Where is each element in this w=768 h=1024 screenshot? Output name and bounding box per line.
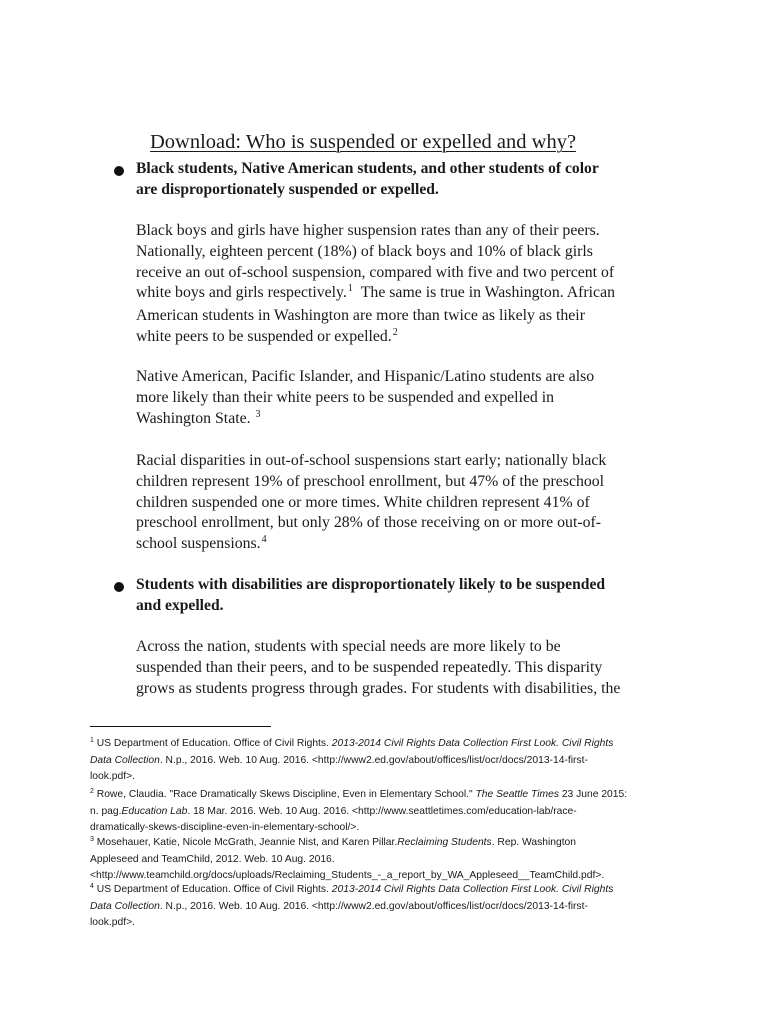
text-line: suspended than their peers, and to be suspended repeatedly. This disparity [136,658,603,676]
heading-line: Students with disabilities are disproportionately likely to be suspended [136,576,606,593]
text-line: Nationally, eighteen percent (18%) of black boys and 10% of black girls [136,242,593,260]
text-line: American students in Washington are more than twice as likely as their [136,307,585,325]
text-segment: 2013-2014 Civil Rights Data Collection First Look. Civil Rights [331,884,614,895]
paragraph [136,221,676,350]
footnote-line[interactable]: look.pdf>. [90,770,135,782]
footnote-4 [90,882,690,930]
text-line: Black boys and girls have higher suspension rates than any of their peers. [136,222,600,239]
footnote-number: 1 [90,737,94,744]
text-segment: white peers to be suspended or expelled. [136,327,392,345]
text-line: receive an out of-school suspension, compared with five and two percent of [136,263,615,281]
heading-line: Black students, Native American students, and other students of color [136,160,599,177]
footnote-line [90,753,690,769]
text-segment: n. pag. [90,805,122,817]
footnote-ref-4[interactable]: 4 [261,534,267,546]
text-segment: Rowe, Claudia. "Race Dramatically Skews Discipline, Even in Elementary School." [93,789,476,800]
section-heading [136,158,676,200]
text-segment: school suspensions. [136,535,261,553]
text-segment: white boys and girls respectively. [136,284,347,302]
footnote-2 [90,787,690,835]
text-segment: US Department of Education. Office of Civil Rights. [93,738,332,749]
page-title: Download: Who is suspended or expelled and why? [150,131,577,153]
text-line [136,534,676,557]
footnote-line[interactable]: dramatically-skews-discipline-even-in-elementary-school/>. [90,821,360,833]
footnote-ref-3[interactable]: 3 [255,408,261,420]
footnote-line [90,736,690,753]
footnote-line[interactable]: look.pdf>. [90,916,135,928]
text-line: children represent 19% of preschool enrollment, but 47% of the preschool [136,472,605,490]
footnote-line [90,882,690,899]
footnote-ref-1[interactable]: 1 [347,283,353,295]
text-segment: Mosehauer, Katie, Nicole McGrath, Jeannie Nist, and Karen Pillar. [93,837,398,848]
text-line: more likely than their white peers to be suspended and expelled in [136,388,555,406]
footnote-link[interactable]: . N.p., 2016. Web. 10 Aug. 2016. <http://www2.ed.gov/about/offices/list/ocr/docs/2013-14-first- [159,900,588,912]
footnote-line [90,899,690,915]
text-segment: Data Collection [90,754,160,766]
paragraph [136,367,676,431]
text-line [136,409,676,432]
footnote-number: 3 [90,836,94,843]
footnote-line [90,804,690,820]
footnote-1 [90,736,690,784]
footnote-line [90,835,690,852]
text-line: Native American, Pacific Islander, and Hispanic/Latino students are also [136,368,595,385]
footnote-number: 2 [90,788,94,795]
text-line: grows as students progress through grades. For students with disabilities, the [136,679,621,697]
text-segment: Data Collection [90,900,160,912]
text-segment: Education Lab [121,805,188,817]
text-segment: The same is true in Washington. African [360,284,615,302]
text-segment: US Department of Education. Office of Civil Rights. [93,884,332,895]
text-line [136,283,676,306]
footnote-line [90,787,690,804]
heading-line: are disproportionately suspended or expelled. [136,181,439,198]
bullet-icon [114,582,124,592]
footnote-link[interactable]: . N.p., 2016. Web. 10 Aug. 2016. <http://www2.ed.gov/about/offices/list/ocr/docs/2013-14-first- [159,754,588,766]
footnote-link[interactable]: . 18 Mar. 2016. Web. 10 Aug. 2016. <http://www.seattletimes.com/education-lab/race- [187,805,577,817]
bullet-icon [114,166,124,176]
text-segment: . Rep. Washington [491,837,577,848]
footnote-separator [90,726,271,727]
text-segment: The Seattle Times [475,789,559,800]
text-line: Racial disparities in out-of-school suspensions start early; nationally black [136,452,607,469]
text-segment: Washington State. [136,409,255,427]
footnote-line[interactable]: <http://www.teamchild.org/docs/uploads/Reclaiming_Students_-_a_report_by_WA_Appleseed__TeamChild.pdf>. [90,869,605,881]
footnote-line: Appleseed and TeamChild, 2012. Web. 10 Aug. 2016. [90,853,335,865]
text-segment: 2013-2014 Civil Rights Data Collection First Look. Civil Rights [331,738,614,749]
footnote-3 [90,835,690,883]
text-line: preschool enrollment, but only 28% of those receiving on or more out-of- [136,514,602,532]
text-line: Across the nation, students with special needs are more likely to be [136,638,561,655]
text-line [136,327,676,350]
paragraph [136,451,676,557]
footnote-number: 4 [90,883,94,890]
text-segment: Reclaiming Students [397,837,492,848]
text-segment: 23 June 2015: [558,789,628,800]
section-heading [136,574,676,616]
text-line: children suspended one or more times. White children represent 41% of [136,493,590,511]
paragraph [136,637,676,699]
heading-line: and expelled. [136,597,224,614]
footnote-ref-2[interactable]: 2 [392,326,398,338]
